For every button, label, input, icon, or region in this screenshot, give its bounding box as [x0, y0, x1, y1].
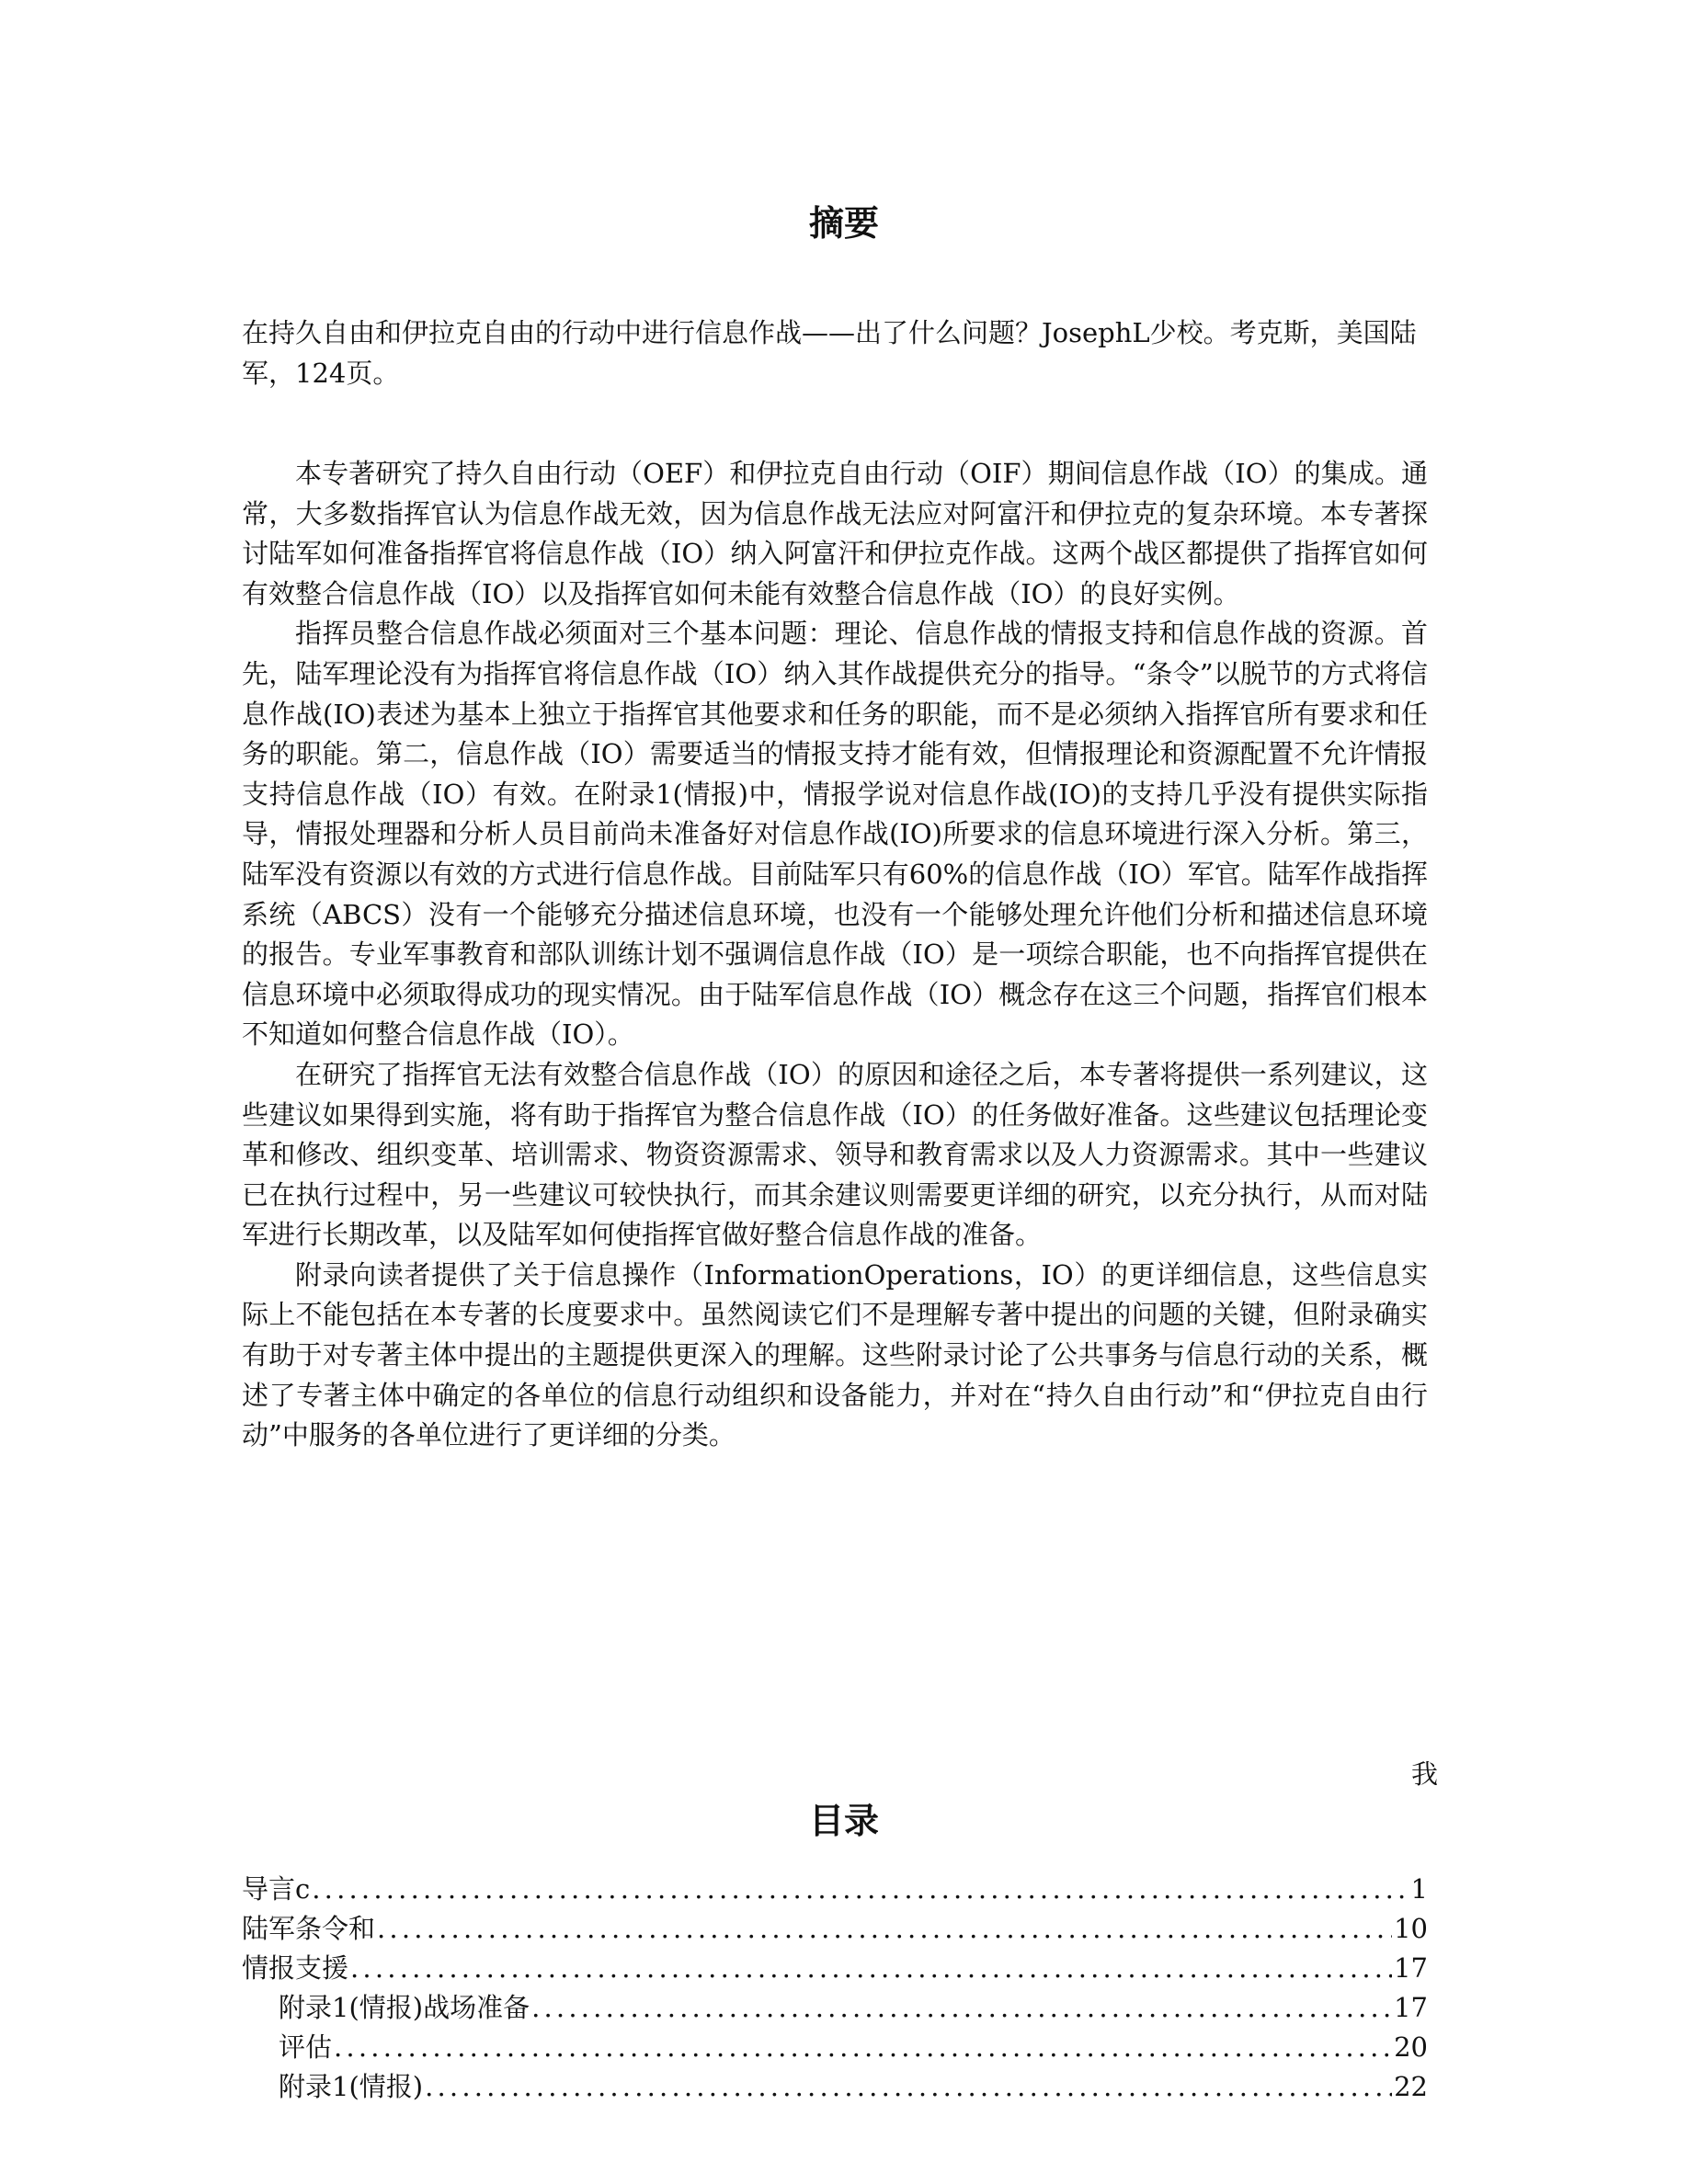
toc-entry-label: 陆军条令和 — [242, 1913, 376, 1944]
abstract-paragraph: 附录向读者提供了关于信息操作（InformationOperations，IO）的更详细信息，这些信息实际上不能包括在本专著的长度要求中。虽然阅读它们不是理解专著中提出的问题的关键，但附录确实有助于对专著主体中提出的主题提供更深入的理解。这些附录讨论了公共事务与信息行动的关系，概述了专著主体中确定的各单位的信息行动组织和设备能力，并对在“持久自由行动”和“伊拉克自由行动”中服务的各单位进行了更详细的分类。 — [242, 1258, 1428, 1451]
toc-entry-label: 情报支援 — [242, 1952, 349, 1984]
abstract-paragraph: 在研究了指挥官无法有效整合信息作战（IO）的原因和途径之后，本专著将提供一系列建议，这些建议如果得到实施，将有助于指挥官为整合信息作战（IO）的任务做好准备。这些建议包括理论变革和修改、组织变革、培训需求、物资资源需求、领导和教育需求以及人力资源需求。其中一些建议已在执行过程中，另一些建议可较快执行，而其余建议则需要更详细的研究，以充分执行，从而对陆军进行长期改革，以及陆军如何使指挥官做好整合信息作战的准备。 — [242, 1058, 1428, 1251]
toc-leader-dots — [334, 2028, 1392, 2067]
toc-leader-dots — [312, 1870, 1409, 1909]
toc-leader-dots — [425, 2067, 1392, 2107]
toc-entry-page: 20 — [1394, 2031, 1428, 2063]
toc-entry-page: 17 — [1394, 1992, 1428, 2023]
toc-entry-label: 评估 — [279, 2031, 333, 2063]
abstract-title: 摘要 — [808, 203, 879, 244]
toc-leader-dots — [377, 1909, 1392, 1949]
abstract-body — [242, 454, 1428, 1456]
toc-subentry[interactable] — [242, 2028, 1428, 2067]
toc-entry-label: 附录1(情报)战场准备 — [279, 1992, 530, 2023]
toc-entry[interactable] — [242, 1909, 1428, 1949]
toc-subentry[interactable] — [242, 2067, 1428, 2107]
toc-entry-page: 22 — [1394, 2071, 1428, 2102]
toc-entry[interactable] — [242, 1949, 1428, 1988]
toc-entry-page: 10 — [1394, 1913, 1428, 1944]
abstract-citation: 在持久自由和伊拉克自由的行动中进行信息作战——出了什么问题？JosephL少校。考克斯，美国陆军，124页。 — [242, 317, 1417, 389]
toc-entry-page: 17 — [1394, 1952, 1428, 1984]
abstract-paragraph: 指挥员整合信息作战必须面对三个基本问题：理论、信息作战的情报支持和信息作战的资源。首先，陆军理论没有为指挥官将信息作战（IO）纳入其作战提供充分的指导。“条令”以脱节的方式将信息作战(IO)表述为基本上独立于指挥官其他要求和任务的职能，而不是必须纳入指挥官所有要求和任务的职能。第二，信息作战（IO）需要适当的情报支持才能有效，但情报理论和资源配置不允许情报支持信息作战（IO）有效。在附录1(情报)中，情报学说对信息作战(IO)的支持几乎没有提供实际指导，情报处理器和分析人员目前尚未准备好对信息作战(IO)所要求的信息环境进行深入分析。第三，陆军没有资源以有效的方式进行信息作战。目前陆军只有60%的信息作战（IO）军官。陆军作战指挥系统（ABCS）没有一个能够充分描述信息环境，也没有一个能够处理允许他们分析和描述信息环境的报告。专业军事教育和部队训练计划不强调信息作战（IO）是一项综合职能，也不向指挥官提供在信息环境中必须取得成功的现实情况。由于陆军信息作战（IO）概念存在这三个问题，指挥官们根本不知道如何整合信息作战（IO）。 — [242, 618, 1428, 1051]
toc-entry-label: 导言c — [242, 1873, 311, 1905]
toc-entry-page: 1 — [1410, 1873, 1428, 1905]
toc-entry[interactable] — [242, 1870, 1428, 1909]
toc-entry-label: 附录1(情报) — [279, 2071, 424, 2102]
toc-subentry[interactable] — [242, 1988, 1428, 2028]
table-of-contents — [242, 1870, 1428, 2107]
abstract-paragraph: 本专著研究了持久自由行动（OEF）和伊拉克自由行动（OIF）期间信息作战（IO）的集成。通常，大多数指挥官认为信息作战无效，因为信息作战无法应对阿富汗和伊拉克的复杂环境。本专著探讨陆军如何准备指挥官将信息作战（IO）纳入阿富汗和伊拉克作战。这两个战区都提供了指挥官如何有效整合信息作战（IO）以及指挥官如何未能有效整合信息作战（IO）的良好实例。 — [242, 458, 1428, 609]
toc-title: 目录 — [808, 1801, 879, 1841]
toc-leader-dots — [350, 1949, 1392, 1988]
toc-leader-dots — [531, 1988, 1392, 2028]
page-number: 我 — [1410, 1758, 1438, 1790]
